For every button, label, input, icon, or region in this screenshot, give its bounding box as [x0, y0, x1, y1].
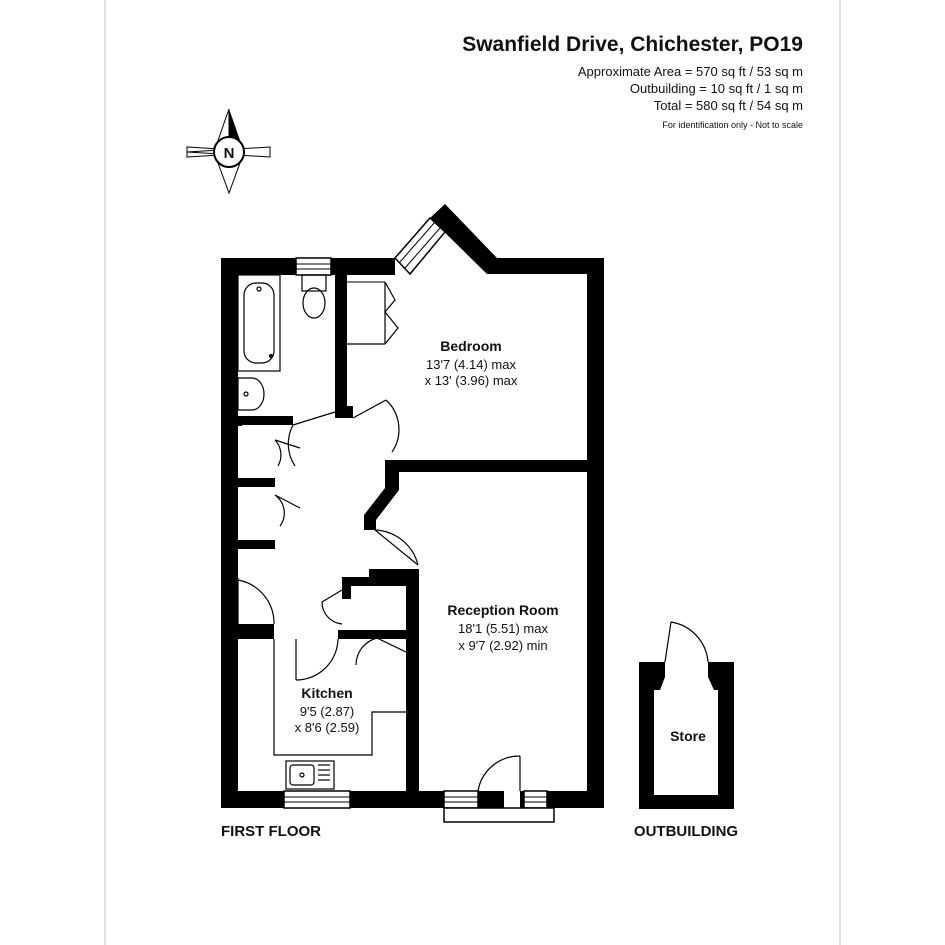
sink-icon [286, 761, 334, 789]
reception-dim-2: x 9'7 (2.92) min [458, 638, 548, 653]
reception-door [375, 530, 418, 565]
reception-name: Reception Room [447, 602, 559, 618]
outbuilding-label: OUTBUILDING [633, 823, 739, 840]
bathroom-window [296, 258, 331, 275]
disclaimer-text: For identification only - Not to scale [662, 120, 803, 130]
bedroom-dim-2: x 13' (3.96) max [424, 373, 518, 388]
bedroom-window [395, 218, 445, 274]
bedroom-name: Bedroom [440, 338, 502, 354]
kitchen-door [296, 639, 338, 680]
bath-icon [238, 275, 280, 371]
bathroom-door [288, 412, 335, 466]
toilet-icon [302, 275, 326, 318]
compass-icon [187, 109, 270, 193]
kitchen-dim-2: x 8'6 (2.59) [294, 720, 360, 735]
bedroom-door [353, 400, 399, 452]
interior-walls [238, 275, 604, 808]
front-door [478, 756, 520, 791]
area-line-approx: Approximate Area = 570 sq ft / 53 sq m [577, 64, 803, 79]
entrance-door [238, 578, 274, 624]
store-name: Store [670, 728, 706, 744]
area-line-outbuilding: Outbuilding = 10 sq ft / 1 sq m [629, 81, 803, 96]
kitchen-window [284, 791, 350, 808]
kitchen-dim-1: 9'5 (2.87) [299, 704, 355, 719]
basin-icon [238, 378, 264, 410]
kitchen-name: Kitchen [301, 685, 353, 701]
plan-title: Swanfield Drive, Chichester, PO19 [462, 33, 803, 56]
reception-dim-1: 18'1 (5.51) max [458, 621, 548, 636]
bedroom-dim-1: 13'7 (4.14) max [426, 357, 516, 372]
area-line-total: Total = 580 sq ft / 54 sq m [653, 98, 803, 113]
store-door [665, 622, 708, 662]
first-floor-label: FIRST FLOOR [221, 823, 321, 840]
compass-label: N [223, 145, 235, 162]
